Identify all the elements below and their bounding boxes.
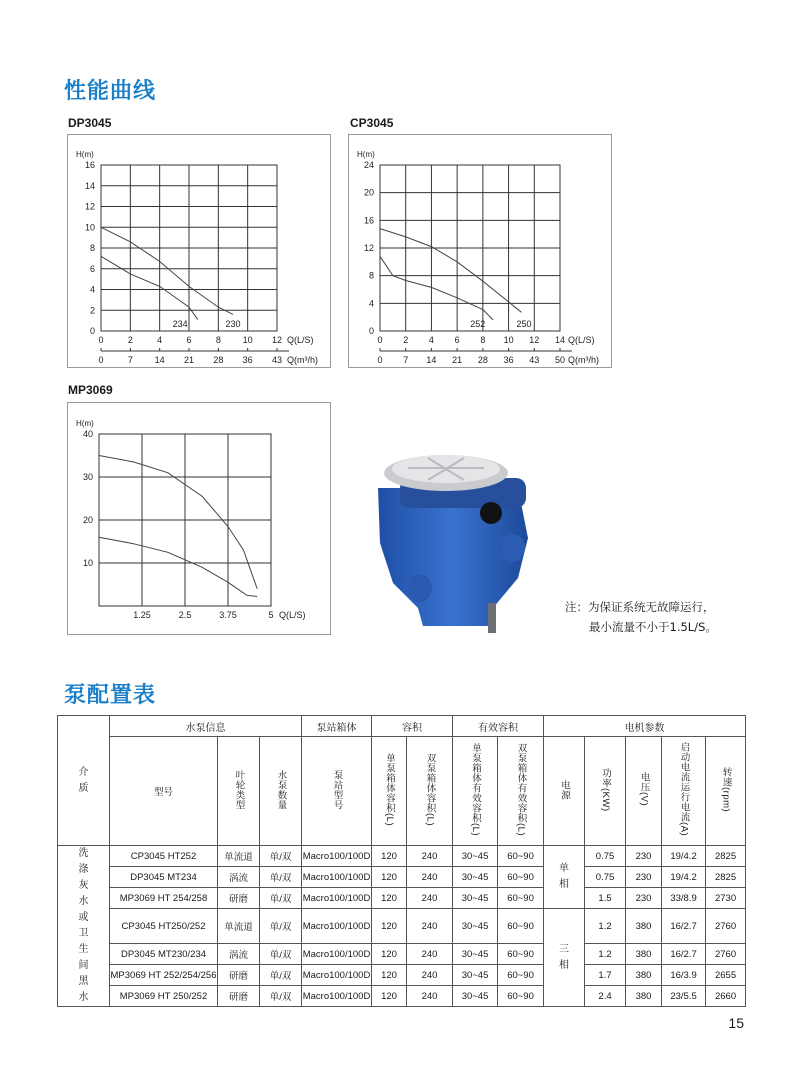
group-header-effective-volume: 有效容积 bbox=[453, 716, 544, 737]
curve-label: 250 bbox=[516, 318, 532, 329]
cell-voltage: 380 bbox=[626, 965, 662, 986]
cell-de: 60~90 bbox=[498, 909, 544, 944]
x-tick-label-ls: 10 bbox=[503, 335, 514, 345]
table-column-header-row bbox=[58, 737, 746, 846]
x-tick-label-ls: 6 bbox=[454, 335, 460, 345]
table-row bbox=[58, 888, 746, 909]
cell-impeller: 单流道 bbox=[218, 846, 260, 867]
group-header-motor: 电机参数 bbox=[544, 716, 746, 737]
x-tick-label-ls: 0 bbox=[377, 335, 383, 345]
col-header-station-model: 泵站型号 bbox=[302, 737, 372, 846]
cell-current: 23/5.5 bbox=[662, 986, 706, 1007]
cell-voltage: 230 bbox=[626, 888, 662, 909]
cell-dv: 240 bbox=[407, 944, 453, 965]
y-tick-label: 6 bbox=[89, 263, 95, 274]
y-tick-label: 8 bbox=[368, 270, 374, 281]
cell-current: 16/3.9 bbox=[662, 965, 706, 986]
pump-station-image bbox=[368, 448, 540, 638]
cell-de: 60~90 bbox=[498, 944, 544, 965]
col-header-voltage: 电压(V) bbox=[626, 737, 662, 846]
cell-count: 单/双 bbox=[260, 944, 302, 965]
table-row bbox=[58, 944, 746, 965]
cell-speed: 2825 bbox=[706, 867, 746, 888]
table-row bbox=[58, 909, 746, 944]
cell-count: 单/双 bbox=[260, 965, 302, 986]
y-axis-label: H(m) bbox=[357, 150, 375, 159]
x-tick-label-m3h: 21 bbox=[183, 355, 195, 365]
x-axis-label-ls: Q(L/S) bbox=[287, 335, 314, 345]
cell-dv: 240 bbox=[407, 986, 453, 1007]
cell-current: 19/4.2 bbox=[662, 867, 706, 888]
cell-impeller: 研磨 bbox=[218, 986, 260, 1007]
x-tick-label-ls: 2 bbox=[403, 335, 409, 345]
y-tick-label: 16 bbox=[84, 160, 95, 170]
y-tick-label: 12 bbox=[363, 243, 374, 253]
y-tick-label: 24 bbox=[363, 160, 374, 170]
cell-dv: 240 bbox=[407, 888, 453, 909]
x-tick-label-m3h: 7 bbox=[403, 355, 409, 365]
y-tick-label: 40 bbox=[82, 429, 93, 439]
table-row bbox=[58, 986, 746, 1007]
cell-speed: 2660 bbox=[706, 986, 746, 1007]
x-tick-label-m3h: 43 bbox=[271, 355, 283, 365]
series-curve bbox=[99, 537, 257, 596]
cell-de: 60~90 bbox=[498, 965, 544, 986]
chart-title-mp3069: MP3069 bbox=[68, 383, 113, 397]
cell-count: 单/双 bbox=[260, 986, 302, 1007]
y-tick-label: 14 bbox=[84, 180, 95, 191]
cell-model: DP3045 MT234 bbox=[110, 867, 218, 888]
cell-station: Macro100/100D bbox=[302, 944, 372, 965]
x-tick-label-ls: 10 bbox=[242, 335, 253, 345]
cell-model: CP3045 HT250/252 bbox=[110, 909, 218, 944]
cell-phase-single: 单相 bbox=[544, 846, 585, 909]
col-header-single-eff-vol: 单泵箱体有效容积(L) bbox=[453, 737, 498, 846]
cell-se: 30~45 bbox=[453, 986, 498, 1007]
cell-impeller: 涡流 bbox=[218, 944, 260, 965]
cell-impeller: 涡流 bbox=[218, 867, 260, 888]
x-tick-label-m3h: 43 bbox=[529, 355, 540, 365]
cell-speed: 2760 bbox=[706, 909, 746, 944]
cell-station: Macro100/100D bbox=[302, 867, 372, 888]
cell-power: 1.2 bbox=[585, 944, 626, 965]
cell-de: 60~90 bbox=[498, 888, 544, 909]
series-curve bbox=[101, 227, 233, 314]
cell-dv: 240 bbox=[407, 965, 453, 986]
series-curve bbox=[380, 229, 521, 313]
cell-count: 单/双 bbox=[260, 888, 302, 909]
x-axis-label-m3h: Q(m³/h) bbox=[287, 355, 318, 365]
chart-cp3045-svg bbox=[349, 135, 611, 367]
x-tick-label-ls: 12 bbox=[529, 335, 540, 345]
cell-sv: 120 bbox=[372, 944, 407, 965]
y-tick-label: 4 bbox=[368, 298, 374, 309]
cell-speed: 2760 bbox=[706, 944, 746, 965]
cell-speed: 2825 bbox=[706, 846, 746, 867]
x-tick-label-ls: 2.5 bbox=[178, 610, 192, 620]
cell-station: Macro100/100D bbox=[302, 986, 372, 1007]
cell-power: 1.7 bbox=[585, 965, 626, 986]
section-title-performance: 性能曲线 bbox=[64, 79, 157, 104]
cell-dv: 240 bbox=[407, 867, 453, 888]
curve-label: 234 bbox=[172, 318, 188, 329]
group-header-station-box: 泵站箱体 bbox=[302, 716, 372, 737]
section-title-config: 泵配置表 bbox=[64, 683, 157, 708]
cell-voltage: 380 bbox=[626, 944, 662, 965]
cell-voltage: 230 bbox=[626, 867, 662, 888]
cell-count: 单/双 bbox=[260, 846, 302, 867]
x-tick-label-ls: 8 bbox=[480, 335, 486, 345]
x-tick-label-m3h: 14 bbox=[426, 355, 437, 365]
col-header-speed: 转速(rpm) bbox=[706, 737, 746, 846]
cell-se: 30~45 bbox=[453, 965, 498, 986]
note-line-2: 最小流量不小于1.5L/S。 bbox=[589, 620, 717, 634]
series-curve bbox=[99, 456, 257, 589]
x-tick-label-ls: 4 bbox=[157, 335, 163, 345]
chart-mp3069 bbox=[67, 402, 331, 635]
cell-power: 2.4 bbox=[585, 986, 626, 1007]
series-curve bbox=[380, 256, 493, 320]
cell-se: 30~45 bbox=[453, 867, 498, 888]
cell-voltage: 380 bbox=[626, 986, 662, 1007]
y-tick-label: 20 bbox=[82, 515, 93, 525]
cell-current: 16/2.7 bbox=[662, 909, 706, 944]
cell-dv: 240 bbox=[407, 909, 453, 944]
y-tick-label: 20 bbox=[363, 187, 374, 198]
cell-station: Macro100/100D bbox=[302, 846, 372, 867]
col-header-single-box-vol: 单泵箱体容积(L) bbox=[372, 737, 407, 846]
cell-sv: 120 bbox=[372, 909, 407, 944]
x-tick-label-m3h: 50 bbox=[554, 355, 566, 365]
cell-impeller: 研磨 bbox=[218, 965, 260, 986]
pump-config-table bbox=[57, 715, 746, 1007]
cell-sv: 120 bbox=[372, 846, 407, 867]
cell-model: DP3045 MT230/234 bbox=[110, 944, 218, 965]
cell-dv: 240 bbox=[407, 846, 453, 867]
cell-station: Macro100/100D bbox=[302, 965, 372, 986]
cell-se: 30~45 bbox=[453, 888, 498, 909]
y-tick-label: 12 bbox=[84, 201, 95, 212]
x-axis-label-ls: Q(L/S) bbox=[568, 335, 595, 345]
cell-station: Macro100/100D bbox=[302, 888, 372, 909]
chart-dp3045 bbox=[67, 134, 331, 368]
x-tick-label-m3h: 7 bbox=[127, 355, 133, 365]
y-tick-label: 10 bbox=[82, 558, 93, 568]
chart-title-dp3045: DP3045 bbox=[68, 116, 112, 130]
x-tick-label-m3h: 36 bbox=[242, 355, 253, 365]
cell-speed: 2730 bbox=[706, 888, 746, 909]
x-tick-label-m3h: 14 bbox=[154, 355, 165, 365]
group-header-pump-info: 水泵信息 bbox=[110, 716, 302, 737]
cell-current: 33/8.9 bbox=[662, 888, 706, 909]
y-tick-label: 30 bbox=[82, 472, 93, 482]
x-tick-label-m3h: 21 bbox=[452, 355, 463, 365]
cell-phase-three: 三相 bbox=[544, 909, 585, 1007]
y-tick-label: 10 bbox=[84, 222, 95, 233]
col-header-power: 功率(KW) bbox=[585, 737, 626, 846]
col-header-impeller: 叶轮类型 bbox=[218, 737, 260, 846]
x-axis-label-ls: Q(L/S) bbox=[279, 610, 306, 620]
cell-medium: 洗涤灰水或卫生间黑水 bbox=[58, 846, 110, 1007]
cell-model: MP3069 HT 254/258 bbox=[110, 888, 218, 909]
x-tick-label-ls: 0 bbox=[98, 335, 104, 345]
table-group-header-row bbox=[58, 716, 746, 737]
cell-de: 60~90 bbox=[498, 846, 544, 867]
note-line-1: 注：为保证系统无故障运行， bbox=[565, 600, 715, 614]
note-text bbox=[565, 597, 717, 637]
cell-power: 0.75 bbox=[585, 867, 626, 888]
chart-cp3045 bbox=[348, 134, 612, 368]
cell-model: MP3069 HT 252/254/256 bbox=[110, 965, 218, 986]
y-axis-label: H(m) bbox=[76, 150, 94, 159]
group-header-volume: 容积 bbox=[372, 716, 453, 737]
cell-model: CP3045 HT252 bbox=[110, 846, 218, 867]
cell-count: 单/双 bbox=[260, 909, 302, 944]
cell-se: 30~45 bbox=[453, 846, 498, 867]
cell-station: Macro100/100D bbox=[302, 909, 372, 944]
table-row bbox=[58, 846, 746, 867]
cell-current: 19/4.2 bbox=[662, 846, 706, 867]
x-tick-label-ls: 14 bbox=[554, 335, 566, 345]
col-header-double-box-vol: 双泵箱体容积(L) bbox=[407, 737, 453, 846]
cell-voltage: 230 bbox=[626, 846, 662, 867]
cell-sv: 120 bbox=[372, 888, 407, 909]
col-header-double-eff-vol: 双泵箱体有效容积(L) bbox=[498, 737, 544, 846]
x-tick-label-ls: 4 bbox=[428, 335, 434, 345]
table-row bbox=[58, 867, 746, 888]
x-tick-label-ls: 2 bbox=[127, 335, 133, 345]
chart-dp3045-svg bbox=[68, 135, 330, 367]
col-header-current: 启动电流运行电流(A) bbox=[662, 737, 706, 846]
y-tick-label: 0 bbox=[89, 326, 95, 336]
x-tick-label-m3h: 28 bbox=[477, 355, 488, 365]
cell-power: 0.75 bbox=[585, 846, 626, 867]
cell-model: MP3069 HT 250/252 bbox=[110, 986, 218, 1007]
chart-title-cp3045: CP3045 bbox=[350, 116, 394, 130]
x-tick-label-ls: 12 bbox=[271, 335, 283, 345]
cell-count: 单/双 bbox=[260, 867, 302, 888]
table-row bbox=[58, 965, 746, 986]
cell-impeller: 研磨 bbox=[218, 888, 260, 909]
x-tick-label-ls: 6 bbox=[186, 335, 192, 345]
curve-label: 230 bbox=[225, 318, 241, 329]
cell-voltage: 380 bbox=[626, 909, 662, 944]
cell-power: 1.2 bbox=[585, 909, 626, 944]
x-tick-label-m3h: 0 bbox=[98, 355, 104, 365]
x-tick-label-ls: 3.75 bbox=[219, 610, 237, 620]
cell-sv: 120 bbox=[372, 867, 407, 888]
y-tick-label: 0 bbox=[368, 326, 374, 336]
cell-de: 60~90 bbox=[498, 986, 544, 1007]
x-tick-label-m3h: 28 bbox=[213, 355, 224, 365]
col-header-power-source: 电源 bbox=[544, 737, 585, 846]
cell-impeller: 单流道 bbox=[218, 909, 260, 944]
x-tick-label-ls: 8 bbox=[215, 335, 221, 345]
cell-sv: 120 bbox=[372, 986, 407, 1007]
cell-sv: 120 bbox=[372, 965, 407, 986]
y-tick-label: 16 bbox=[363, 215, 374, 226]
y-tick-label: 8 bbox=[89, 243, 95, 253]
y-tick-label: 2 bbox=[89, 305, 95, 316]
cell-power: 1.5 bbox=[585, 888, 626, 909]
cell-speed: 2655 bbox=[706, 965, 746, 986]
table-body bbox=[58, 846, 746, 1007]
col-header-pump-count: 水泵数量 bbox=[260, 737, 302, 846]
x-tick-label-m3h: 36 bbox=[503, 355, 514, 365]
chart-mp3069-svg bbox=[68, 403, 330, 634]
y-tick-label: 4 bbox=[89, 284, 95, 295]
x-axis-label-m3h: Q(m³/h) bbox=[568, 355, 599, 365]
curve-label: 252 bbox=[470, 318, 486, 329]
page-number: 15 bbox=[728, 1015, 744, 1031]
x-tick-label-ls: 5 bbox=[268, 610, 274, 620]
y-axis-label: H(m) bbox=[76, 419, 94, 428]
col-header-medium: 介质 bbox=[58, 716, 110, 846]
x-tick-label-ls: 1.25 bbox=[133, 610, 151, 620]
cell-se: 30~45 bbox=[453, 909, 498, 944]
cell-se: 30~45 bbox=[453, 944, 498, 965]
x-tick-label-m3h: 0 bbox=[377, 355, 383, 365]
cell-current: 16/2.7 bbox=[662, 944, 706, 965]
cell-de: 60~90 bbox=[498, 867, 544, 888]
col-header-model: 型号 bbox=[110, 737, 218, 846]
